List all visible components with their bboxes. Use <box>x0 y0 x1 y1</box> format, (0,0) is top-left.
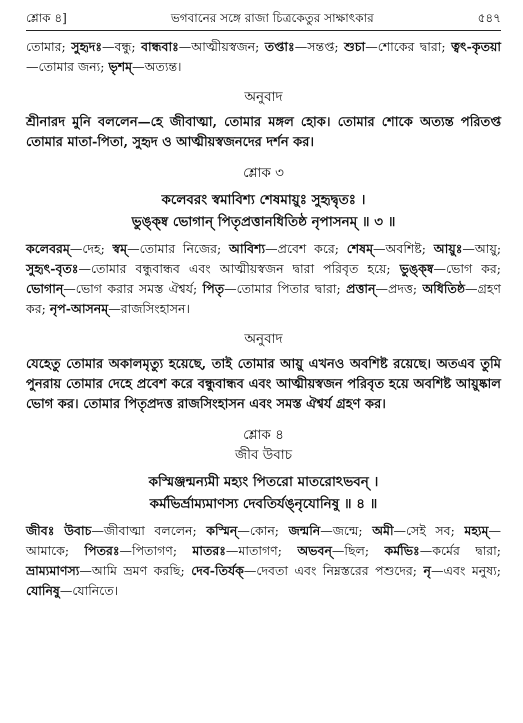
synonym-term: ভোগান্ <box>26 281 64 296</box>
synonym-meaning: —সেই সব; <box>393 523 465 538</box>
synonym-term: ভুঙ্ক্ষ্ব <box>399 261 434 276</box>
synonyms-block <box>26 37 501 77</box>
synonym-meaning: —প্রদত্ত; <box>375 281 423 296</box>
synonym-term: পিতরঃ <box>84 543 120 558</box>
verse-heading: শ্লোক ৩ <box>243 165 284 181</box>
synonym-meaning: —ছিল; <box>331 543 385 558</box>
synonym-term: সুহৃদঃ <box>71 39 103 54</box>
synonym-term: ত্বৎ-কৃতয়া <box>451 39 501 54</box>
synonym-meaning: —আমাকে; <box>26 523 501 558</box>
synonym-term: ভ্রাম্যমাণস্য <box>26 563 80 578</box>
verse-line: ভুঙ্ক্ষ্ব ভোগান্ পিতৃপ্রত্তানধিতিষ্ঠ নৃপাসনম্ ॥ ৩ ॥ <box>131 214 396 230</box>
page-number: ৫৪৭ <box>477 11 501 25</box>
synonym-term: আয়ুঃ <box>433 241 463 256</box>
translation-text: যেহেতু তোমার অকালমৃত্যু হয়েছে, তাই তোমার আয়ু এখনও অবশিষ্ট রয়েছে। অতএব তুমি পুনরায় তোমার দেহে প্রবেশ করে বন্ধুবান্ধব এবং আত্মীয়স্বজন পরিবৃত হয়ে অবশিষ্ট আয়ুষ্কাল ভোগ কর। তোমার পিতৃপ্রদত্ত রাজসিংহাসন এবং সমস্ত ঐশ্বর্য গ্রহণ কর। <box>26 357 501 412</box>
synonym-term: অভবন্ <box>297 543 332 558</box>
translation-heading: অনুবাদ <box>244 89 283 105</box>
synonym-term: নৃ <box>423 563 431 578</box>
synonym-term: প্রত্তান্ <box>346 281 376 296</box>
synonym-meaning: —এবং মনুষ্য; <box>431 563 501 578</box>
synonym-meaning: —দেহ; <box>69 241 113 256</box>
synonym-term: যোনিষু <box>26 583 60 598</box>
synonym-meaning: —গ্রহণ কর; <box>26 281 501 316</box>
synonym-term: অধিতিষ্ঠ <box>422 281 465 296</box>
synonym-term: কর্মভিঃ <box>384 543 420 558</box>
synonym-meaning: —তোমার বন্ধুবান্ধব এবং আত্মীয়স্বজন দ্বারা পরিবৃত হয়ে; <box>78 261 400 276</box>
synonym-meaning: —কোন; <box>237 523 289 538</box>
synonyms-block <box>26 239 501 319</box>
verse-line: কর্মভির্ভ্রাম্যমাণস্য দেবতির্যঙ্নৃযোনিষু ॥ ৪ ॥ <box>149 496 378 512</box>
synonym-meaning: —অবশিষ্ট; <box>373 241 434 256</box>
synonyms-block <box>26 521 501 601</box>
synonym-meaning: —তোমার জন্য; <box>26 59 109 74</box>
synonym-meaning: —ভোগ করার সমস্ত ঐশ্বর্য; <box>63 281 203 296</box>
verse-line: কলেবরং স্বমাবিশ্য শেষমায়ুঃ সুহৃদ্বৃতঃ । <box>161 192 366 208</box>
synonym-meaning: —মাতাগণ; <box>225 543 298 558</box>
chapter-title: ভগবানের সঙ্গে রাজা চিত্রকেতুর সাক্ষাৎকার <box>170 11 374 25</box>
synonym-meaning: —দেবতা এবং নিম্নস্তরের পশুদের; <box>243 563 424 578</box>
synonym-meaning: —তোমার পিতার দ্বারা; <box>224 281 347 296</box>
synonym-term: কস্মিন্ <box>206 523 238 538</box>
synonym-term: মাতরঃ <box>192 543 226 558</box>
synonym-term: কলেবরম্ <box>26 241 70 256</box>
synonym-meaning: তোমার; <box>26 39 72 54</box>
synonym-term: জীবঃ উবাচ <box>26 523 92 538</box>
synonym-meaning: —জন্মে; <box>320 523 373 538</box>
synonym-meaning: —যোনিতে। <box>59 583 119 598</box>
synonym-term: জন্মনি <box>288 523 321 538</box>
synonym-term: পিতৃ <box>202 281 225 296</box>
synonym-meaning: —আত্মীয়স্বজন; <box>178 39 265 54</box>
synonym-term: স্বম্ <box>112 241 128 256</box>
synonym-term: তপ্তাঃ <box>264 39 295 54</box>
synonym-meaning: —প্রবেশ করে; <box>265 241 347 256</box>
synonym-meaning: —কর্মের দ্বারা; <box>419 543 501 558</box>
verse-text <box>26 189 501 233</box>
synonym-term: আবিশ্য <box>228 241 266 256</box>
synonym-meaning: —আমি ভ্রমণ করছি; <box>79 563 192 578</box>
synonym-term: মহ্যম্ <box>464 523 489 538</box>
synonym-meaning: —আয়ু; <box>462 241 502 256</box>
running-header <box>26 6 501 30</box>
verse-text <box>26 471 501 515</box>
synonym-meaning: —রাজসিংহাসন। <box>108 301 190 316</box>
speaker-label: জীব উবাচ <box>235 447 292 463</box>
verse-line: কস্মিঞ্জন্মন্যমী মহ্যং পিতরো মাতরোঽভবন্ । <box>148 474 379 490</box>
synonym-term: দেব-তির্যক্ <box>191 563 244 578</box>
synonym-term: সুহৃৎ-বৃতঃ <box>26 261 79 276</box>
synonym-term: শেষম্ <box>346 241 374 256</box>
synonym-term: নৃপ-আসনম্ <box>49 301 109 316</box>
synonym-term: ভৃশম্ <box>108 59 133 74</box>
synonym-term: বান্ধবাঃ <box>141 39 179 54</box>
synonym-meaning: —সন্তপ্ত; <box>294 39 345 54</box>
synonym-meaning: —পিতাগণ; <box>119 543 193 558</box>
synonym-term: অমী <box>372 523 394 538</box>
translation-heading: অনুবাদ <box>244 331 283 347</box>
synonym-meaning: —বন্ধু; <box>102 39 142 54</box>
synonym-meaning: —শোকের দ্বারা; <box>365 39 452 54</box>
synonym-term: শুচা <box>344 39 366 54</box>
synonym-meaning: —অত্যন্ত। <box>132 59 182 74</box>
synonym-meaning: —জীবাত্মা বললেন; <box>91 523 207 538</box>
chapter-verse-ref: শ্লোক ৪] <box>26 11 67 25</box>
verse-heading: শ্লোক ৪ <box>243 427 284 443</box>
header-rule <box>26 30 501 31</box>
translation-text: শ্রীনারদ মুনি বললেন—হে জীবাত্মা, তোমার মঙ্গল হোক। তোমার শোকে অত্যন্ত পরিতপ্ত তোমার মাতা-পিতা, সুহৃদ ও আত্মীয়স্বজনদের দর্শন কর। <box>26 115 501 150</box>
synonym-meaning: —তোমার নিজের; <box>127 241 229 256</box>
synonym-meaning: —ভোগ কর; <box>433 261 501 276</box>
